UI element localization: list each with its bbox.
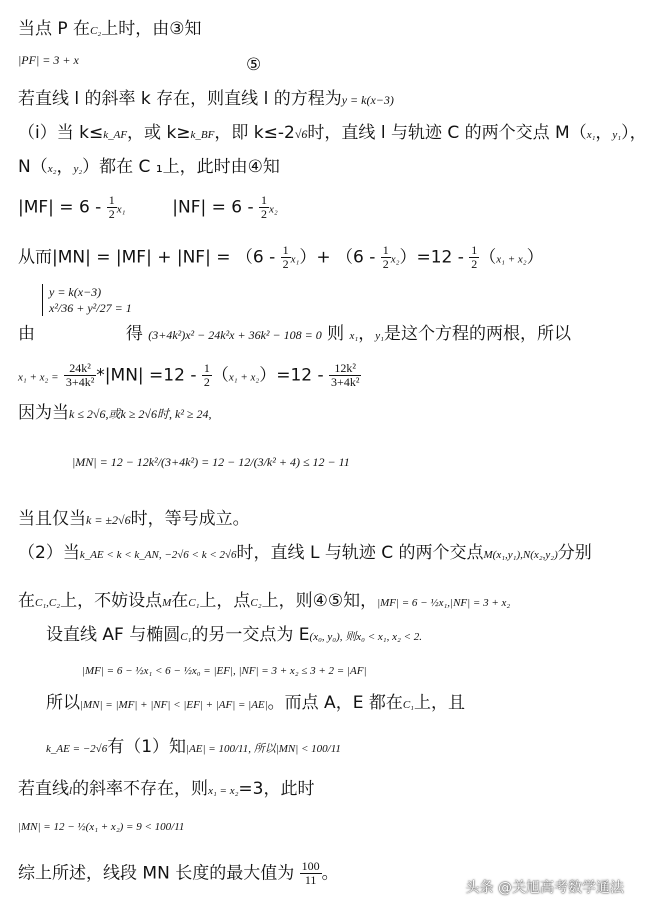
math-equation: k ≤ 2√6,或k ≥ 2√6时, k² ≥ 24,: [69, 407, 212, 421]
line-11: [72, 450, 350, 473]
line-13: [18, 542, 592, 566]
text: 从而|MN| = |MF| + |NF| = （6 -: [18, 247, 276, 268]
math-symbol: x₂: [390, 253, 400, 266]
text: 有（1）知: [107, 737, 187, 757]
math-symbol: C₂: [250, 597, 262, 609]
math-equation: k_AE < k < k_AN, −2√6 < k < 2√6: [79, 549, 237, 561]
fraction-half: $\frac{1}{2}$: [282, 243, 289, 271]
line-5: [18, 156, 280, 180]
text: 时，等号成立。: [130, 509, 250, 529]
text: 所以: [46, 693, 80, 713]
system-eq-1: y = k(x−3): [49, 285, 102, 299]
math-symbol: y₁: [612, 129, 622, 141]
text: 设直线 AF 与椭圆: [46, 625, 181, 645]
math-symbol: x₁ + x₂: [228, 371, 260, 384]
text: 则: [327, 324, 345, 344]
text: （: [211, 365, 229, 386]
text: 当点 P 在: [18, 19, 91, 39]
math-symbol: x₁: [349, 330, 359, 342]
line-3: [18, 88, 394, 111]
text: （i）当 k≤: [18, 123, 104, 143]
text: ）=12 -: [399, 247, 464, 268]
text: 分别: [557, 543, 592, 563]
math-symbol: x₂: [47, 163, 57, 175]
math-symbol: x₁: [586, 129, 596, 141]
math-symbol: y₂: [73, 163, 83, 175]
text: 由: [18, 324, 35, 344]
math-symbol: k_AF: [103, 129, 128, 141]
line-17: [46, 692, 465, 716]
line-20: [18, 814, 184, 838]
text: |MF| = 6 -: [18, 197, 102, 218]
line-4: [18, 122, 647, 146]
fraction: $\frac{100}{11}$: [301, 859, 320, 887]
text: N（: [18, 157, 48, 177]
text: 上，则④⑤知，: [261, 591, 378, 611]
math-equation: |AE| = 100/11, 所以|MN| < 100/11: [186, 743, 341, 755]
text: ，或 k≥: [127, 123, 191, 143]
text: |NF| = 6 -: [172, 197, 254, 218]
text: （: [479, 247, 497, 268]
text: 在: [171, 591, 189, 611]
system-eq-2: x²/36 + y²/27 = 1: [49, 301, 132, 315]
text: 上，不妨设点: [60, 591, 163, 611]
text: 若直线: [18, 779, 69, 799]
text: 时，直线 l 与轨迹 C 的两个交点 M（: [307, 123, 587, 143]
text: ，: [358, 324, 376, 344]
fraction-half: $\frac{1}{2}$: [203, 361, 210, 389]
text: 因为当: [18, 403, 69, 423]
line-7: [18, 244, 544, 271]
math-equation: |MF| = 6 − ½x₁,|NF| = 3 + x₂: [377, 597, 511, 609]
watermark: 头条 @关旭高考数学通法: [465, 880, 624, 896]
line-9: [18, 362, 361, 389]
math-symbol: x₂: [269, 203, 278, 216]
text: （2）当: [18, 543, 80, 563]
text: 是这个方程的两根，所以: [383, 324, 571, 344]
math-symbol: √6: [294, 127, 308, 141]
math-symbol: k = ±2√6: [86, 513, 131, 527]
fraction: $\frac{\text{12k²}}{\text{3+4k²}}$: [331, 361, 360, 389]
text: ）都在 C ₁上，此时由④知: [82, 157, 280, 177]
math-equation: k_AE = −2√6: [46, 743, 108, 755]
math-symbol: C₁,C₂: [35, 597, 61, 609]
line-21: [18, 860, 339, 887]
fraction: $\frac{\text{24k²}}{\text{3+4k²}}$: [65, 361, 95, 389]
math-symbol: C₁: [188, 597, 200, 609]
math-symbol: M(x₁,y₁),N(x₂,y₂): [483, 549, 558, 561]
math-equation: |MN| = |MF| + |NF| < |EF| + |AF| = |AE|: [80, 699, 268, 711]
text: =3，此时: [238, 779, 315, 799]
math-symbol: k_BF: [190, 129, 215, 141]
text: 在: [18, 591, 35, 611]
math-symbol: C₂: [90, 25, 102, 37]
line-10: [18, 402, 212, 425]
fraction-half: $\frac{1}{2}$: [382, 243, 389, 271]
math-equation: |MN| = 12 − 12k²/(3+4k²) = 12 − 12/(3/k² + 4) ≤ 12 − 11: [72, 455, 350, 469]
line-1: [18, 18, 201, 42]
math-symbol: x₁ + x₂ =: [18, 371, 59, 384]
text: 上，且: [414, 693, 466, 713]
text: 上时，由③知: [101, 19, 202, 39]
math-symbol: x₁: [290, 253, 300, 266]
text: ⑤: [246, 55, 262, 75]
fraction-half: $\frac{1}{2}$: [261, 193, 268, 221]
equation-system: [42, 284, 132, 316]
text: ）+ （6 -: [299, 247, 376, 268]
line-18: [46, 736, 341, 760]
fraction-half: $\frac{1}{2}$: [108, 193, 115, 221]
text: ）: [526, 247, 544, 268]
math-equation: |MN| = 12 − ½(x₁ + x₂) = 9 < 100/11: [18, 821, 185, 833]
math-symbol: C₁: [402, 699, 415, 711]
text: 综上所述，线段 MN 长度的最大值为: [18, 863, 295, 884]
circled-number: [246, 54, 261, 76]
math-symbol: C₁: [180, 631, 192, 643]
line-6: [18, 194, 278, 221]
math-symbol: M: [162, 597, 172, 609]
math-equation: (3+4k²)x² − 24k²x + 36k² − 108 = 0: [148, 328, 322, 342]
text: 时，直线 L 与轨迹 C 的两个交点: [236, 543, 484, 563]
text: 若直线 l 的斜率 k 存在，则直线 l 的方程为: [18, 89, 342, 109]
text: 的另一交点为 E: [191, 625, 310, 645]
math-symbol: x₁ + x₂: [496, 253, 527, 266]
math-equation: |MF| = 6 − ½x₁ < 6 − ½x₀ = |EF|, |NF| = 3 + x₂ ≤ 3 + 2 = |AF|: [82, 665, 367, 677]
math-equation: y = k(x−3): [341, 93, 394, 107]
text: 。: [321, 863, 339, 884]
text: ，即 k≤-2: [214, 123, 295, 143]
text: *|MN| =12 -: [96, 365, 197, 386]
text: ），: [621, 123, 647, 143]
math-symbol: y₁: [375, 330, 384, 342]
line-14: [18, 590, 510, 614]
fraction-half: $\frac{1}{2}$: [471, 243, 478, 271]
line-15: [46, 624, 422, 648]
text: 的斜率不存在，则: [72, 779, 209, 799]
line-2: [18, 48, 79, 71]
text: 得: [125, 324, 143, 344]
line-12: [18, 508, 250, 531]
math-equation: (x₀, y₀), 则x₀ < x₁, x₂ < 2.: [309, 631, 423, 643]
text: 。而点 A，E 都在: [267, 693, 403, 713]
text: 当且仅当: [18, 509, 86, 529]
text: ，: [595, 123, 613, 143]
line-19: [18, 778, 314, 802]
text: ）=12 -: [259, 365, 324, 386]
math-symbol: x₁: [116, 203, 126, 216]
math-symbol: l: [69, 785, 73, 797]
text: 上，点: [199, 591, 251, 611]
math-equation: |PF| = 3 + x: [18, 53, 79, 67]
line-16: [82, 658, 366, 682]
math-equation: x₁ = x₂: [208, 785, 239, 797]
line-8: [18, 323, 571, 347]
text: ，: [56, 157, 74, 177]
